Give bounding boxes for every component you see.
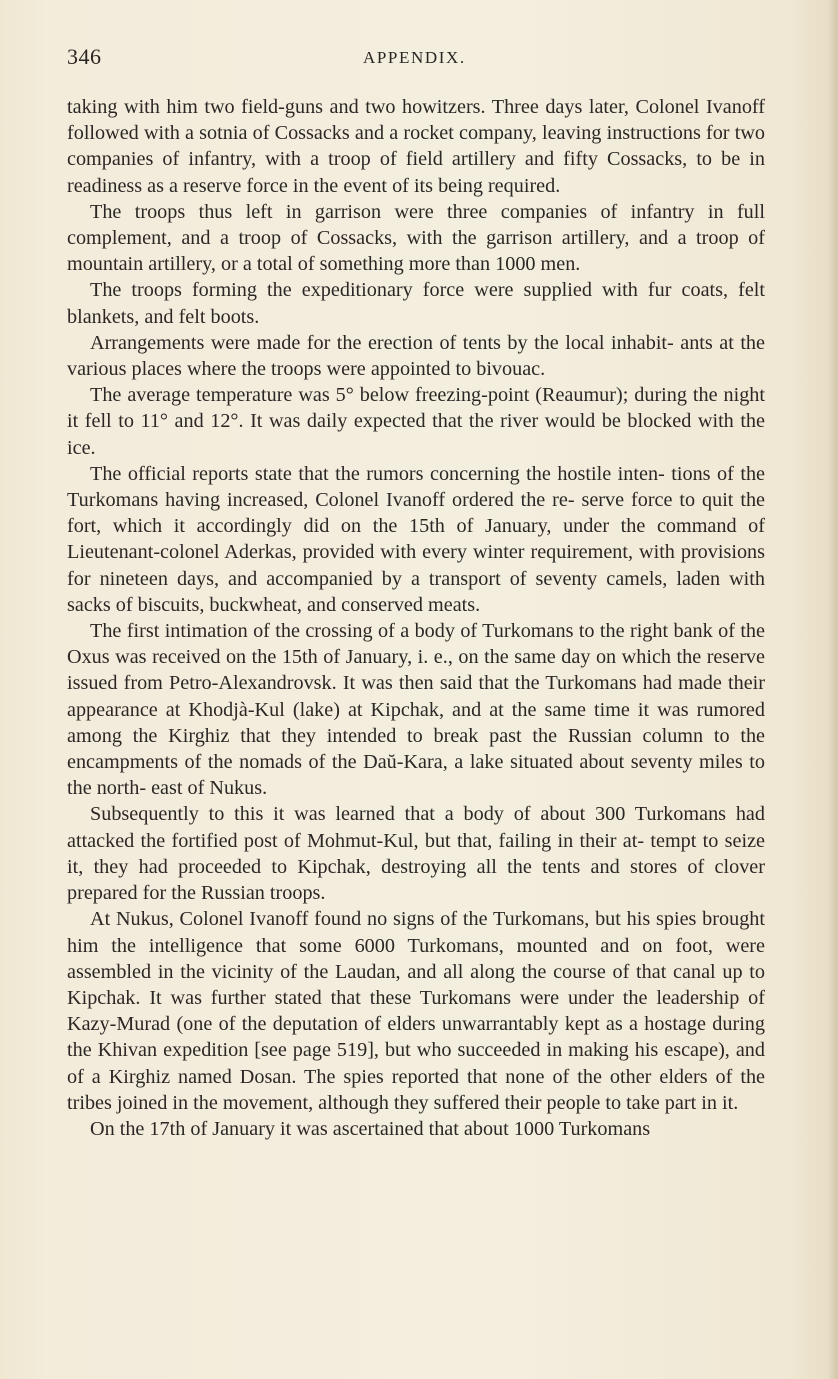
page-number: 346	[67, 44, 102, 69]
paragraph-8: Subsequently to this it was learned that a body of about 300 Turkomans had attacked the fortified post of Mohmut-Kul, but that, failing in their at- tempt to seize it, they had proceeded to Kipchak, destroying all the tents and stores of clover prepared for the Russian troops.	[67, 803, 765, 905]
paragraph-3: The troops forming the expeditionary force were supplied with fur coats, felt blankets, and felt boots.	[67, 279, 765, 328]
running-head	[67, 44, 767, 74]
paragraph-6: The official reports state that the rumors concerning the hostile inten- tions of the Turkomans having increased, Colonel Ivanoff ordered the re- serve force to quit the fort, which it accordingly did on the 15th of January, under the command of Lieutenant-colonel Aderkas, provided with every winter requirement, with provisions for nineteen days, and accompanied by a transport of seventy camels, laden with sacks of biscuits, buckwheat, and conserved meats.	[67, 462, 765, 616]
paragraph-7: The first intimation of the crossing of a body of Turkomans to the right bank of the Oxus was received on the 15th of January, i. e., on the same day on which the reserve issued from Petro-Alexandrovsk. It was then said that the Turkomans had made their appearance at Khodjà-Kul (lake) at Kipchak, and at the same time it was rumored among the Kirghiz that they intended to break past the Russian column to the encampments of the nomads of the Daŭ-Kara, a lake situated about seventy miles to the north- east of Nukus.	[67, 620, 765, 800]
paragraph-4: Arrangements were made for the erection of tents by the local inhabit- ants at the various places where the troops were appointed to bivouac.	[67, 331, 765, 381]
paragraph-9: At Nukus, Colonel Ivanoff found no signs of the Turkomans, but his spies brought him the intelligence that some 6000 Turkomans, mounted and on foot, were assembled in the vicinity of the Laudan, and all along the course of that canal up to Kipchak. It was further stated that these Turkomans were under the leadership of Kazy-Murad (one of the deputation of elders unwarrantably kept as a hostage during the Khivan expedition [see page 519], but who succeeded in making his escape), and of a Kirghiz named Dosan. The spies reported that none of the other elders of the tribes joined in the movement, although they suffered their people to take part in it.	[67, 908, 765, 1114]
running-head-title: APPENDIX.	[363, 48, 466, 67]
body-text	[67, 94, 765, 1142]
paragraph-2: The troops thus left in garrison were three companies of infantry in full complement, and a troop of Cossacks, with the garrison artillery, and a troop of mountain artillery, or a total of something more than 1000 men.	[67, 200, 765, 276]
paragraph-5: The average temperature was 5° below freezing-point (Reaumur); during the night it fell to 11° and 12°. It was daily expected that the river would be blocked with the ice.	[67, 384, 765, 459]
paragraph-10: On the 17th of January it was ascertained that about 1000 Turkomans	[90, 1117, 651, 1140]
paragraph-1: taking with him two field-guns and two howitzers. Three days later, Colonel Ivanoff followed with a sotnia of Cossacks and a rocket company, leaving instructions for two companies of infantry, with a troop of field artillery and fifty Cossacks, to be in readiness as a reserve force in the event of its being required.	[67, 96, 765, 197]
